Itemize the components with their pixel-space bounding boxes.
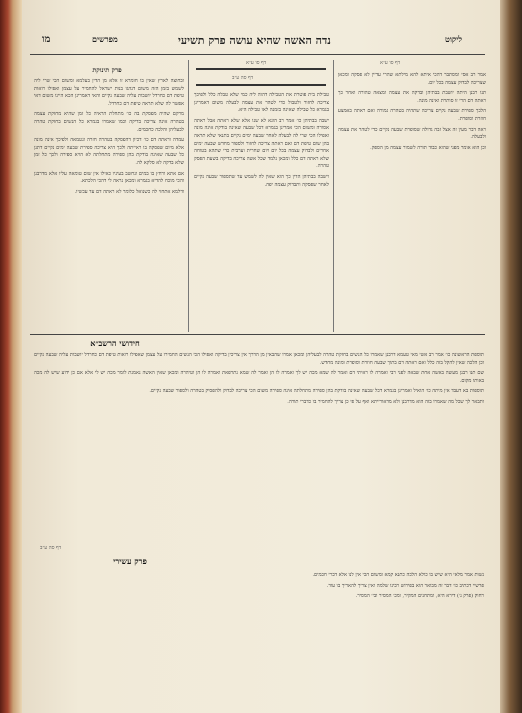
paragraph: הלכך ספירת שבעה נקיים צריכה שתהיה בטהרה גמורה ואם ראתה באמצע חוזרת וסופרת. xyxy=(338,108,486,122)
marginal-ref: דף סה ע״ב xyxy=(232,75,254,81)
lower-commentary-block xyxy=(34,352,484,540)
paragraph: ודלמא אתחזי לה כשנואל כלומר לא ראתה דם עד עכשיו. xyxy=(74,188,184,195)
paragraph: אמר רב אסי ומסתבר דהכי איתא להא מילתא שהרי עדיין לא פסקה ומכאן שצריכה לבדוק עצמה בכל יום. xyxy=(338,72,486,86)
marginal-ref: דף סה ע״ב xyxy=(40,545,62,551)
page-edge xyxy=(500,0,522,713)
paragraph: ראה דבר מעין זה אצל זבה גדולה שסופרת שבעה נקיים כדי לטהר את עצמה ולבעלה. xyxy=(338,126,486,141)
section-rule xyxy=(196,68,326,70)
paragraph: תוספות בא דעבד אין מיתה כו׳ הואיל ואמרינן בגמרא דכל שבעה שאינה בודקת בהן ספירה מתחלתה אינה ספירה משום הכי צריכה לבדוק ולהפסיק בטהרה ולספור שבעה נקיים. xyxy=(149,388,484,395)
right-likkut-column xyxy=(338,72,486,332)
header-rule xyxy=(30,54,485,55)
rashba-section-title: חידושי הרשב״א xyxy=(90,338,140,348)
paragraph: וישבה בבתיהן הדין כך הוא שאין לה לשמש עד שתספור שבעה נקיים לאחר שפסקה ותבדוק עצמה יפה. xyxy=(194,173,329,188)
chapter-ten-title: פרק עשירי xyxy=(113,556,147,566)
paragraph: ובחוצה לארץ שאין בו חומרא זו אלא מן הדין בעלמא ומשום הכי שרי ליה לשמש בזמן הזה משום דנהגו בנות ישראל להחמיר על עצמן ואפילו רואות טיפת דם כחרדל יושבות עליה שבעה נקיים והאי דאמרינן הכא היינו משום דאי אפשר לה שלא תראה טיפת דם כחרדל. xyxy=(34,78,184,107)
column-divider xyxy=(188,60,189,332)
marginal-ref: דף סו ע״א xyxy=(246,60,267,66)
paragraph: מרקם שהיה מפסקת בה כו׳ מתחלת הראיה כל זמן שהיא מחזקת עצמה בטהרה אינה צריכה בדיקה וכמו שאמרו בגמרא כל הנשים בחזקת טהרה לבעליהן והלכה כחכמים. xyxy=(34,111,184,133)
commentary-section-title: פרק תינוקת xyxy=(92,66,122,74)
paragraph: אם אתא ורחץ בו במים ונחשב בעיניו כאילו אין שום טומאה עליו אלא מדרבנן והכי מוכח להדיא בגמרא ומכאן נראה לי דהכי הלכתא. xyxy=(34,170,184,185)
left-commentary-column xyxy=(34,78,184,328)
paragraph: רחוק (פרק נ׳) דירא היא, ומתחנים המקיר, ומכ׳ המסיר ובי׳ המסיר. xyxy=(355,593,484,600)
paragraph: פרשיי דכתיב כו׳ דבר זה מבואר הוא בפירוש רבינו שלמה ואין צריך להאריך בו עוד. xyxy=(326,582,484,589)
section-rule xyxy=(30,334,485,335)
marginal-ref: דף סו ע״א xyxy=(380,60,401,66)
collection-label: ליקוט xyxy=(445,34,462,44)
column-divider xyxy=(333,60,334,332)
commentary-label: מפרשים xyxy=(92,34,118,44)
paragraph: תוספת הראשונה כו׳ אמר רב אשי מאי טעמא דרבנן שאמרו כל הנשים בחזקת טהרה לבעליהן ומכאן אמרו שהבאין מן הדרך אין צריכין בדיקה ואפילו הכי הנשים החמירו על עצמן שאפילו רואות טיפת דם כחרדל יושבות עליה שבעה נקיים וכן הלכה שאין להקל בזה כלל ואם ראתה דם בתוך שבעה חוזרת וסופרת ומונה מחדש. xyxy=(34,352,484,366)
page-number: מו xyxy=(42,34,51,45)
paragraph: וכן הוא אומר מפני שהוא כבוד תורה לשמור עצמה מן הספק. xyxy=(370,144,486,151)
paragraph: עמדה וראתה דם כו׳ דכיון דהפסקה בטהרה חזרה ונטמאה ולפיכך אינה מונה אלא מיום שפסקה בו ראייתה ולכך היא צריכה ספירת שבעה ימים נקיים דתנן כל שבעה שאינה בודקת בהן ספירה מתחלתה לא הויא ספירה ולכך כל זמן שלא בדקה לא סלקא לה. xyxy=(34,137,184,166)
paragraph: נשות אמר מלאי היא שיש בו כולא הלכה כתנא קמא ומשום הכי אין לנו אלא דברי חכמים. xyxy=(312,572,484,578)
middle-text-column xyxy=(194,92,329,332)
paragraph: תנו רבנן היתה יושבת בבתיהן ובדקה את עצמה ומצאה טהורה ואחר כך ראתה דם הרי זו סותרת ואינה מונה. xyxy=(338,90,486,104)
paragraph: טבילת בית פוטרת את הטבילה דהוה ליה כמי שלא טבלה כלל ולפיכך צריכה לחזור ולטבול כדי לטהר את עצמה לבעלה משום דאמרינן בגמרא כל טבילה שאינה בזמנה לאו טבילה היא. xyxy=(194,92,329,114)
section-rule xyxy=(196,84,326,86)
paragraph: ותבאר לך שכל מה שאמרו בזה הוא מדרבנן ולא מדאורייתא ואף על פי כן צריך להחמיר בו כדברי תורה. xyxy=(287,398,484,405)
book-spine xyxy=(0,0,22,713)
page-title: נדה האשה שהיא עושה פרק תשיעי xyxy=(178,34,331,47)
paragraph: שם תנו רבנן מעשה באשה אחת שבאה לפני רבי ואמרה לו ראיתי דם ואמר לה שמא מכה יש לך ואמרה לו הן ואמר לה שמא נתרפאת ואמרה לו הן וטיהרה ומכאן שאין האשה נאמנת לומר מכה יש לי אלא אם כן ידוע שיש לה מכה באותו מקום. xyxy=(34,370,484,384)
paragraph: ישבה בבתיהן כו׳ אמר רב הונא לא שנו אלא שלא ראתה אבל ראתה אסורה ומשום הכי אמרינן בגמרא דכל שבעה שאינה בודקת אינה מונה ואפילו הכי שרי לה לבעלה לאחר שבעה ימים נקיים בתנאי שלא תראה בהן שום טיפת דם ואם ראתה צריכה לחזור ולספור מחדש שבעה ימים אחרים ולבדוק עצמה בכל יום ויום שחרית וערבית כדי שתהא בטוחה שלא ראתה דם כלל ומכאן נלמד שכל אשה צריכה בדיקה בשעת הפסק טהרה. xyxy=(194,117,329,170)
running-header xyxy=(30,34,490,52)
chapter-ten-text xyxy=(34,572,484,700)
